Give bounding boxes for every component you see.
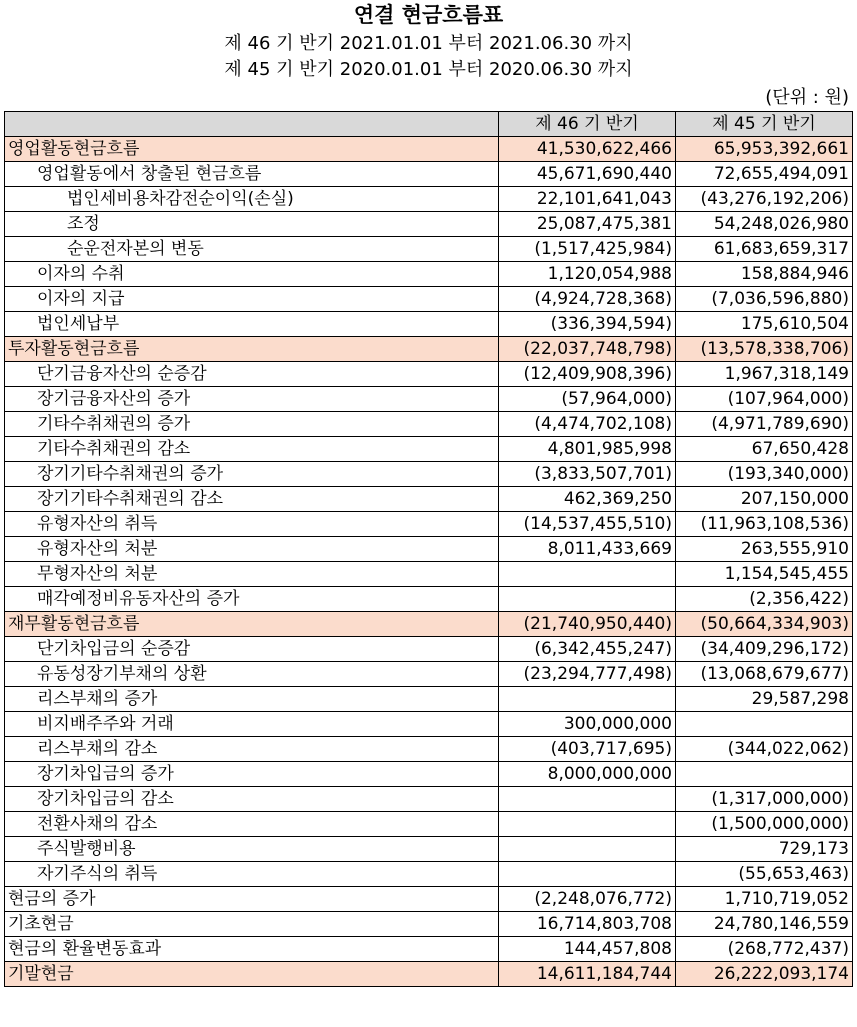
row-current-value: 25,087,475,381: [499, 212, 676, 237]
row-current-value: [499, 837, 676, 862]
row-prior-value: 72,655,494,091: [676, 162, 853, 187]
row-prior-value: (193,340,000): [676, 462, 853, 487]
table-row: [5, 237, 853, 262]
table-row: [5, 887, 853, 912]
row-current-value: [499, 587, 676, 612]
row-prior-value: (13,068,679,677): [676, 662, 853, 687]
row-prior-value: 65,953,392,661: [676, 137, 853, 162]
table-row: [5, 137, 853, 162]
row-current-value: 144,457,808: [499, 937, 676, 962]
table-row: [5, 612, 853, 637]
row-current-value: (3,833,507,701): [499, 462, 676, 487]
row-current-value: (4,474,702,108): [499, 412, 676, 437]
row-prior-value: (107,964,000): [676, 387, 853, 412]
table-row: [5, 937, 853, 962]
row-label: 법인세납부: [5, 312, 499, 337]
table-row: [5, 862, 853, 887]
table-row: [5, 312, 853, 337]
row-current-value: (4,924,728,368): [499, 287, 676, 312]
row-label: 기타수취채권의 증가: [5, 412, 499, 437]
table-row: [5, 362, 853, 387]
row-label: 매각예정비유동자산의 증가: [5, 587, 499, 612]
row-label: 기말현금: [5, 962, 499, 987]
row-current-value: 14,611,184,744: [499, 962, 676, 987]
table-row: [5, 637, 853, 662]
table-row: [5, 212, 853, 237]
table-header-row: [5, 112, 853, 137]
row-label: 이자의 지급: [5, 287, 499, 312]
table-row: [5, 562, 853, 587]
row-label: 단기금융자산의 순증감: [5, 362, 499, 387]
row-prior-value: 24,780,146,559: [676, 912, 853, 937]
row-prior-value: (4,971,789,690): [676, 412, 853, 437]
row-prior-value: [676, 712, 853, 737]
row-prior-value: 54,248,026,980: [676, 212, 853, 237]
row-current-value: (6,342,455,247): [499, 637, 676, 662]
row-prior-value: 1,967,318,149: [676, 362, 853, 387]
row-current-value: [499, 562, 676, 587]
row-prior-value: 67,650,428: [676, 437, 853, 462]
row-label: 장기차입금의 감소: [5, 787, 499, 812]
row-prior-value: 1,710,719,052: [676, 887, 853, 912]
row-current-value: (336,394,594): [499, 312, 676, 337]
row-label: 영업활동에서 창출된 현금흐름: [5, 162, 499, 187]
row-current-value: (2,248,076,772): [499, 887, 676, 912]
row-prior-value: (13,578,338,706): [676, 337, 853, 362]
table-row: [5, 387, 853, 412]
row-current-value: (1,517,425,984): [499, 237, 676, 262]
row-label: 장기금융자산의 증가: [5, 387, 499, 412]
table-row: [5, 187, 853, 212]
row-current-value: 16,714,803,708: [499, 912, 676, 937]
row-current-value: 22,101,641,043: [499, 187, 676, 212]
row-label: 조정: [5, 212, 499, 237]
table-row: [5, 512, 853, 537]
row-label: 유형자산의 취득: [5, 512, 499, 537]
table-row: [5, 587, 853, 612]
cash-flow-table: [4, 111, 853, 987]
row-label: 장기차입금의 증가: [5, 762, 499, 787]
row-label: 전환사채의 감소: [5, 812, 499, 837]
row-current-value: (23,294,777,498): [499, 662, 676, 687]
table-row: [5, 762, 853, 787]
row-current-value: [499, 787, 676, 812]
row-label: 비지배주주와 거래: [5, 712, 499, 737]
row-current-value: [499, 687, 676, 712]
row-prior-value: (2,356,422): [676, 587, 853, 612]
row-current-value: [499, 862, 676, 887]
period-prior: 제 45 기 반기 2020.01.01 부터 2020.06.30 까지: [224, 59, 633, 80]
row-prior-value: 1,154,545,455: [676, 562, 853, 587]
row-prior-value: (43,276,192,206): [676, 187, 853, 212]
table-row: [5, 162, 853, 187]
row-prior-value: (1,500,000,000): [676, 812, 853, 837]
header-label: [5, 112, 499, 137]
row-current-value: 8,011,433,669: [499, 537, 676, 562]
row-current-value: 1,120,054,988: [499, 262, 676, 287]
unit-label: (단위 : 원): [765, 87, 849, 108]
statement-title: 연결 현금흐름표: [353, 3, 504, 27]
table-row: [5, 687, 853, 712]
row-prior-value: 729,173: [676, 837, 853, 862]
row-label: 이자의 수취: [5, 262, 499, 287]
table-row: [5, 662, 853, 687]
row-prior-value: 207,150,000: [676, 487, 853, 512]
row-prior-value: 26,222,093,174: [676, 962, 853, 987]
table-body: [5, 137, 853, 987]
header-prior: 제 45 기 반기: [676, 112, 853, 137]
row-label: 단기차입금의 순증감: [5, 637, 499, 662]
row-label: 현금의 환율변동효과: [5, 937, 499, 962]
table-row: [5, 287, 853, 312]
row-label: 장기기타수취채권의 증가: [5, 462, 499, 487]
row-current-value: (21,740,950,440): [499, 612, 676, 637]
table-row: [5, 487, 853, 512]
row-current-value: [499, 812, 676, 837]
table-row: [5, 712, 853, 737]
row-label: 투자활동현금흐름: [5, 337, 499, 362]
table-row: [5, 787, 853, 812]
row-current-value: 462,369,250: [499, 487, 676, 512]
table-row: [5, 737, 853, 762]
row-label: 기초현금: [5, 912, 499, 937]
table-row: [5, 412, 853, 437]
row-label: 영업활동현금흐름: [5, 137, 499, 162]
row-current-value: 41,530,622,466: [499, 137, 676, 162]
row-prior-value: (268,772,437): [676, 937, 853, 962]
row-prior-value: [676, 762, 853, 787]
row-prior-value: 175,610,504: [676, 312, 853, 337]
table-row: [5, 962, 853, 987]
row-label: 유동성장기부채의 상환: [5, 662, 499, 687]
row-prior-value: (7,036,596,880): [676, 287, 853, 312]
row-prior-value: (34,409,296,172): [676, 637, 853, 662]
row-label: 장기기타수취채권의 감소: [5, 487, 499, 512]
row-current-value: (22,037,748,798): [499, 337, 676, 362]
row-current-value: 45,671,690,440: [499, 162, 676, 187]
row-label: 현금의 증가: [5, 887, 499, 912]
row-current-value: (57,964,000): [499, 387, 676, 412]
row-current-value: 4,801,985,998: [499, 437, 676, 462]
row-label: 순운전자본의 변동: [5, 237, 499, 262]
row-label: 리스부채의 감소: [5, 737, 499, 762]
row-label: 무형자산의 처분: [5, 562, 499, 587]
row-prior-value: 61,683,659,317: [676, 237, 853, 262]
table-row: [5, 812, 853, 837]
row-prior-value: 263,555,910: [676, 537, 853, 562]
row-current-value: 300,000,000: [499, 712, 676, 737]
row-label: 리스부채의 증가: [5, 687, 499, 712]
row-label: 법인세비용차감전순이익(손실): [5, 187, 499, 212]
row-label: 주식발행비용: [5, 837, 499, 862]
row-label: 유형자산의 처분: [5, 537, 499, 562]
table-row: [5, 262, 853, 287]
header-current: 제 46 기 반기: [499, 112, 676, 137]
row-label: 자기주식의 취득: [5, 862, 499, 887]
row-prior-value: (50,664,334,903): [676, 612, 853, 637]
row-prior-value: 29,587,298: [676, 687, 853, 712]
table-row: [5, 912, 853, 937]
row-current-value: (403,717,695): [499, 737, 676, 762]
row-prior-value: (1,317,000,000): [676, 787, 853, 812]
row-prior-value: 158,884,946: [676, 262, 853, 287]
table-row: [5, 462, 853, 487]
row-prior-value: (11,963,108,536): [676, 512, 853, 537]
row-prior-value: (55,653,463): [676, 862, 853, 887]
table-row: [5, 437, 853, 462]
period-current: 제 46 기 반기 2021.01.01 부터 2021.06.30 까지: [224, 33, 633, 54]
row-label: 재무활동현금흐름: [5, 612, 499, 637]
row-current-value: (14,537,455,510): [499, 512, 676, 537]
table-row: [5, 537, 853, 562]
table-row: [5, 837, 853, 862]
table-row: [5, 337, 853, 362]
row-current-value: (12,409,908,396): [499, 362, 676, 387]
row-current-value: 8,000,000,000: [499, 762, 676, 787]
row-label: 기타수취채권의 감소: [5, 437, 499, 462]
row-prior-value: (344,022,062): [676, 737, 853, 762]
